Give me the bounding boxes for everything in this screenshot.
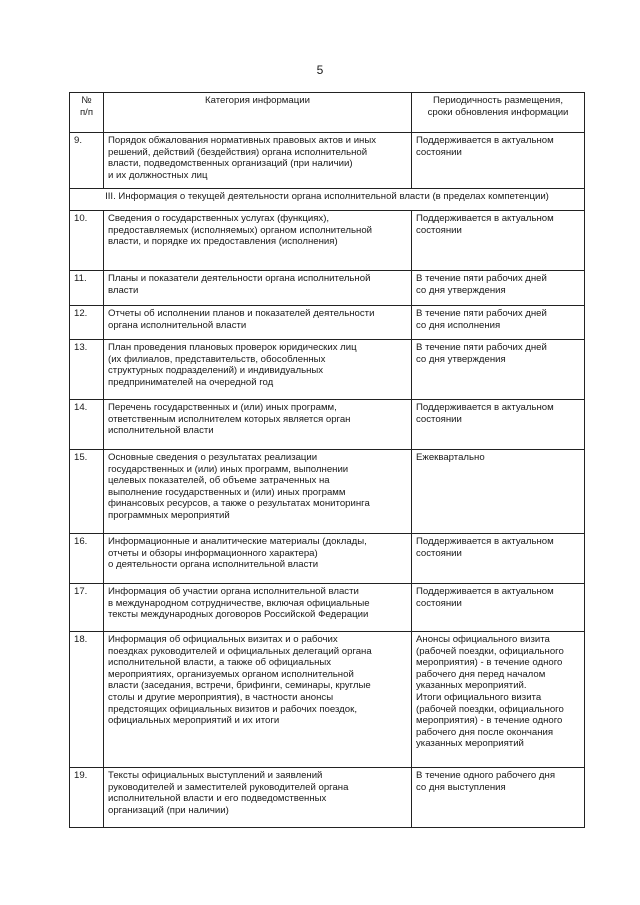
table-row: [70, 211, 585, 271]
section-row: [70, 189, 585, 211]
row-category: Отчеты об исполнении планов и показателей деятельности органа исполнительной власти: [104, 306, 412, 340]
information-table: [69, 92, 585, 828]
row-number: 13.: [70, 340, 104, 400]
row-number: 18.: [70, 632, 104, 768]
table-row: [70, 584, 585, 632]
row-periodicity: Анонсы официального визита (рабочей поездки, официального мероприятия) - в течение одного рабочего дня перед началом указанных мероприятий. Итоги официального визита (рабочей поездки, официального мероприятия) - в течение одного рабочего дня после окончания указанных мероприятий: [412, 632, 585, 768]
row-periodicity: В течение пяти рабочих дней со дня утверждения: [412, 340, 585, 400]
header-periodicity: Периодичность размещения, сроки обновления информации: [412, 93, 585, 133]
row-number: 19.: [70, 768, 104, 828]
row-category: Перечень государственных и (или) иных программ, ответственным исполнителем которых является орган исполнительной власти: [104, 400, 412, 450]
row-category: Основные сведения о результатах реализации государственных и (или) иных программ, выполнении целевых показателей, об объеме затраченных на выполнение государственных и (или) иных программ финансовых ресурсов, а также о результатах мониторинга программных мероприятий: [104, 450, 412, 534]
row-number: 17.: [70, 584, 104, 632]
row-periodicity: Поддерживается в актуальном состоянии: [412, 400, 585, 450]
row-periodicity: В течение пяти рабочих дней со дня исполнения: [412, 306, 585, 340]
row-number: 12.: [70, 306, 104, 340]
header-num: № п/п: [70, 93, 104, 133]
row-number: 11.: [70, 271, 104, 306]
row-category: Информационные и аналитические материалы (доклады, отчеты и обзоры информационного характера) о деятельности органа исполнительной власти: [104, 534, 412, 584]
table-row: [70, 340, 585, 400]
row-category: Информация об участии органа исполнительной власти в международном сотрудничестве, включая официальные тексты международных договоров Российской Федерации: [104, 584, 412, 632]
header-category: Категория информации: [104, 93, 412, 133]
table-row: [70, 534, 585, 584]
row-periodicity: Поддерживается в актуальном состоянии: [412, 584, 585, 632]
row-number: 16.: [70, 534, 104, 584]
table-row: [70, 450, 585, 534]
table-header-row: [70, 93, 585, 133]
section-title: III. Информация о текущей деятельности органа исполнительной власти (в пределах компетенции): [70, 189, 585, 211]
row-number: 14.: [70, 400, 104, 450]
row-category: Порядок обжалования нормативных правовых актов и иных решений, действий (бездействия) органа исполнительной власти, подведомственных организаций (при наличии) и их должностных лиц: [104, 133, 412, 189]
table-row: [70, 768, 585, 828]
row-category: План проведения плановых проверок юридических лиц (их филиалов, представительств, обособленных структурных подразделений) и индивидуальных предпринимателей на очередной год: [104, 340, 412, 400]
table-row: [70, 271, 585, 306]
row-category: Сведения о государственных услугах (функциях), предоставляемых (исполняемых) органом исполнительной власти, и порядке их предоставления (исполнения): [104, 211, 412, 271]
row-number: 15.: [70, 450, 104, 534]
row-periodicity: В течение одного рабочего дня со дня выступления: [412, 768, 585, 828]
row-category: Планы и показатели деятельности органа исполнительной власти: [104, 271, 412, 306]
row-periodicity: Ежеквартально: [412, 450, 585, 534]
row-periodicity: В течение пяти рабочих дней со дня утверждения: [412, 271, 585, 306]
page-number: 5: [316, 63, 324, 77]
row-periodicity: Поддерживается в актуальном состоянии: [412, 211, 585, 271]
table-row: [70, 306, 585, 340]
row-category: Тексты официальных выступлений и заявлений руководителей и заместителей руководителей органа исполнительной власти и его подведомственных организаций (при наличии): [104, 768, 412, 828]
row-periodicity: Поддерживается в актуальном состоянии: [412, 133, 585, 189]
row-number: 9.: [70, 133, 104, 189]
table-row: [70, 400, 585, 450]
table-row: [70, 133, 585, 189]
row-periodicity: Поддерживается в актуальном состоянии: [412, 534, 585, 584]
table-row: [70, 632, 585, 768]
row-category: Информация об официальных визитах и о рабочих поездках руководителей и официальных делегаций органа исполнительной власти, а также об официальных мероприятиях, организуемых органом исполнительной власти (заседания, встречи, брифинги, семинары, круглые столы и другие мероприятия), в частности анонсы предстоящих официальных визитов и рабочих поездок, официальных мероприятий и их итоги: [104, 632, 412, 768]
row-number: 10.: [70, 211, 104, 271]
